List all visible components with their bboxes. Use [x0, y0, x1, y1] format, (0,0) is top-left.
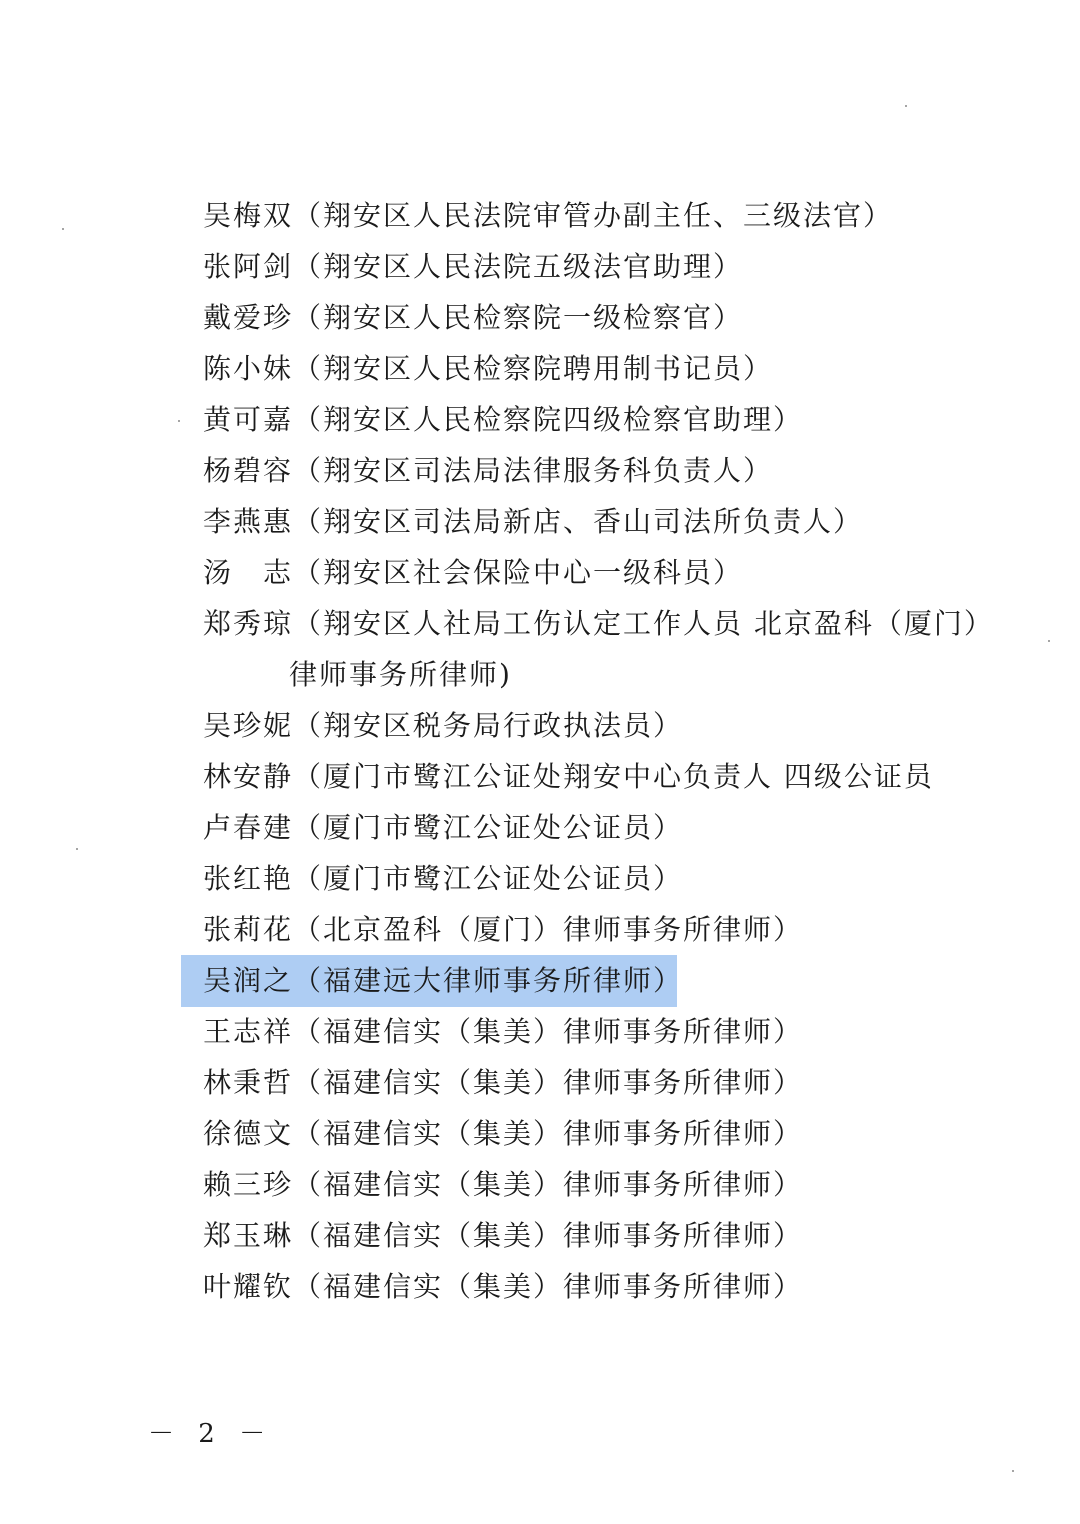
person-role: （翔安区人民法院审管办副主任、三级法官）	[293, 199, 894, 232]
list-item	[203, 394, 963, 445]
list-item	[203, 598, 994, 700]
person-role: （翔安区司法局新店、香山司法所负责人）	[293, 505, 864, 538]
person-role: （厦门市鹭江公证处公证员）	[293, 811, 684, 844]
person-name: 张阿剑	[203, 250, 294, 283]
person-role: （北京盈科（厦门）律师事务所律师）	[293, 913, 804, 946]
list-item	[203, 700, 963, 751]
person-role: （翔安区司法局法律服务科负责人）	[293, 454, 774, 487]
person-name: 杨碧容	[203, 454, 294, 487]
person-role: （翔安区社会保险中心一级科员）	[293, 556, 744, 589]
person-role: （厦门市鹭江公证处公证员）	[293, 862, 684, 895]
list-item	[203, 1108, 963, 1159]
person-name: 林秉哲	[203, 1066, 294, 1099]
list-item	[203, 1006, 963, 1057]
person-name: 张莉花	[203, 913, 294, 946]
scan-speck	[62, 228, 64, 230]
list-item	[203, 343, 963, 394]
person-role: （福建信实（集美）律师事务所律师）	[293, 1270, 804, 1303]
scan-speck	[76, 848, 78, 850]
person-name: 陈小妹	[203, 352, 294, 385]
list-item	[203, 1159, 963, 1210]
person-role: （福建信实（集美）律师事务所律师）	[293, 1066, 804, 1099]
person-name: 郑玉琳	[203, 1219, 294, 1252]
person-name: 黄可嘉	[203, 403, 294, 436]
scan-speck	[1012, 1470, 1014, 1472]
person-role: （福建信实（集美）律师事务所律师）	[293, 1117, 804, 1150]
person-name: 张红艳	[203, 862, 294, 895]
person-role: （翔安区人民检察院一级检察官）	[293, 301, 744, 334]
person-name: 吴润之	[203, 964, 294, 997]
person-name: 郑秀琼	[203, 607, 294, 640]
person-role: （翔安区税务局行政执法员）	[293, 709, 684, 742]
person-name: 叶耀钦	[203, 1270, 294, 1303]
person-name: 王志祥	[203, 1015, 294, 1048]
person-name: 林安静	[203, 760, 294, 793]
list-item-highlighted[interactable]	[203, 955, 963, 1006]
list-item	[203, 853, 963, 904]
list-item	[203, 496, 963, 547]
person-name: 吴梅双	[203, 199, 294, 232]
list-item	[203, 445, 963, 496]
scan-speck	[178, 420, 180, 422]
page-number: － 2 －	[148, 1419, 274, 1449]
list-item	[203, 1057, 963, 1108]
list-item	[203, 292, 963, 343]
person-name: 汤 志	[203, 556, 294, 589]
person-role-continued: 律师事务所律师)	[289, 658, 512, 691]
person-role: （翔安区人社局工伤认定工作人员 北京盈科（厦门）	[293, 607, 994, 640]
list-item	[203, 190, 963, 241]
person-role: （福建信实（集美）律师事务所律师）	[293, 1015, 804, 1048]
person-name: 戴爱珍	[203, 301, 294, 334]
person-role: （翔安区人民法院五级法官助理）	[293, 250, 744, 283]
list-item	[203, 802, 963, 853]
person-name: 赖三珍	[203, 1168, 294, 1201]
list-item	[203, 1210, 963, 1261]
scan-speck	[905, 105, 907, 107]
person-name: 卢春建	[203, 811, 294, 844]
person-name: 吴珍妮	[203, 709, 294, 742]
person-role: （福建信实（集美）律师事务所律师）	[293, 1219, 804, 1252]
person-role: （福建信实（集美）律师事务所律师）	[293, 1168, 804, 1201]
person-role: （厦门市鹭江公证处翔安中心负责人 四级公证员	[293, 760, 934, 793]
person-name: 徐德文	[203, 1117, 294, 1150]
person-name: 李燕惠	[203, 505, 294, 538]
list-item	[203, 904, 963, 955]
scan-speck	[1048, 640, 1050, 642]
person-role: （福建远大律师事务所律师）	[293, 964, 684, 997]
list-item	[203, 1261, 963, 1312]
list-item	[203, 547, 963, 598]
list-item	[203, 241, 963, 292]
name-list	[0, 190, 1080, 1312]
person-role: （翔安区人民检察院聘用制书记员）	[293, 352, 774, 385]
person-role: （翔安区人民检察院四级检察官助理）	[293, 403, 804, 436]
list-item	[203, 751, 963, 802]
